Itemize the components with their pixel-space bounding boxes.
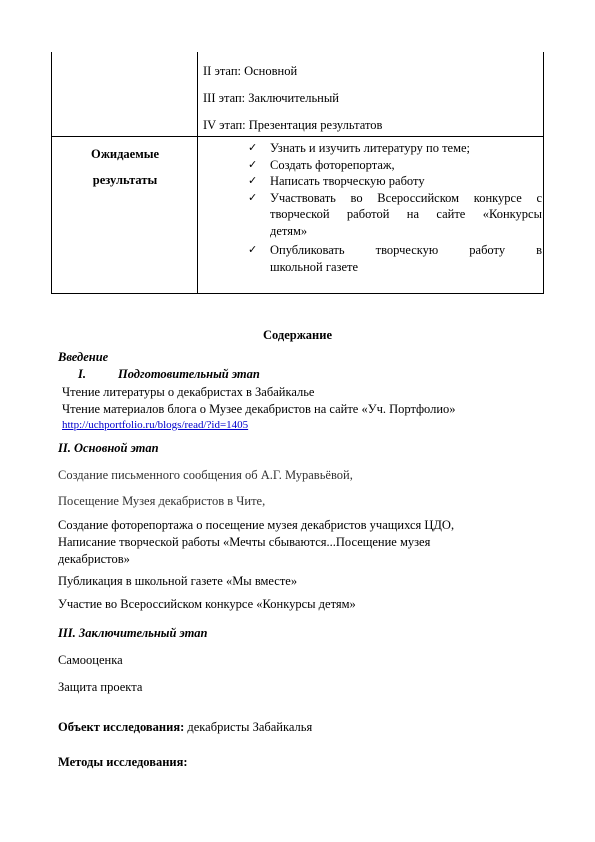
results-list-item: ✓ Участвовать во Всероссийском конкурсе с творческой работой на сайте «Конкурсы детям» [248,190,542,238]
stage2-item: Создание фоторепортажа о посещение музея декабристов учащихся ЦДО, [58,518,455,532]
table-border-bottom [51,293,544,294]
stage2-item: декабристов» [58,552,130,566]
results-list-item: ✓ Опубликовать творческую работу в школьной газете [248,243,542,274]
results-label: результаты [92,173,158,187]
blog-link[interactable]: http://uchportfolio.ru/blogs/read/?id=1405 [62,419,249,431]
stage3-item: Защита проекта [58,680,143,694]
stage2-title: II. Основной этап [58,441,159,455]
results-label: Ожидаемые [90,147,160,161]
checkmark-icon: ✓ [248,243,258,256]
section-heading: Содержание [262,328,332,342]
research-object-label: Объект исследования: [58,720,185,734]
stage1-title: Подготовительный этап [118,367,260,381]
research-object [58,720,312,735]
research-object-value: декабристы Забайкалья [184,720,313,734]
checkmark-icon: ✓ [248,157,258,171]
checkmark-icon: ✓ [248,190,258,204]
results-list-item: ✓ Создать фоторепортаж, [248,157,395,172]
stage3-item: Самооценка [58,653,123,667]
stage-row: IV этап: Презентация результатов [203,118,383,132]
stage2-item: Участие во Всероссийском конкурсе «Конкурсы детям» [58,597,356,611]
table-row-divider [51,136,544,137]
stage3-title: III. Заключительный этап [58,626,208,640]
stage1-line: Чтение литературы о декабристах в Забайкалье [62,385,315,399]
stage2-item: Создание письменного сообщения об А.Г. Муравьёвой, [58,468,353,482]
intro-heading: Введение [58,350,109,364]
stage1-number: I. [78,367,86,381]
stage2-item: Написание творческой работы «Мечты сбываются...Посещение музея [58,535,431,549]
checkmark-icon: ✓ [248,141,258,154]
table-border-right [543,52,544,294]
results-list-item: ✓ Написать творческую работу [248,174,425,188]
stage-row: III этап: Заключительный [203,91,339,105]
stage2-item: Посещение Музея декабристов в Чите, [58,494,266,508]
stage1-line: Чтение материалов блога о Музее декабристов на сайте «Уч. Портфолио» [62,402,456,416]
research-methods-label: Методы исследования: [58,755,188,769]
results-list [248,140,542,275]
checkmark-icon: ✓ [248,174,258,187]
stage-row: II этап: Основной [203,64,298,78]
results-list-item: ✓ Узнать и изучить литературу по теме; [248,141,471,155]
stage2-item: Публикация в школьной газете «Мы вместе» [58,574,298,588]
